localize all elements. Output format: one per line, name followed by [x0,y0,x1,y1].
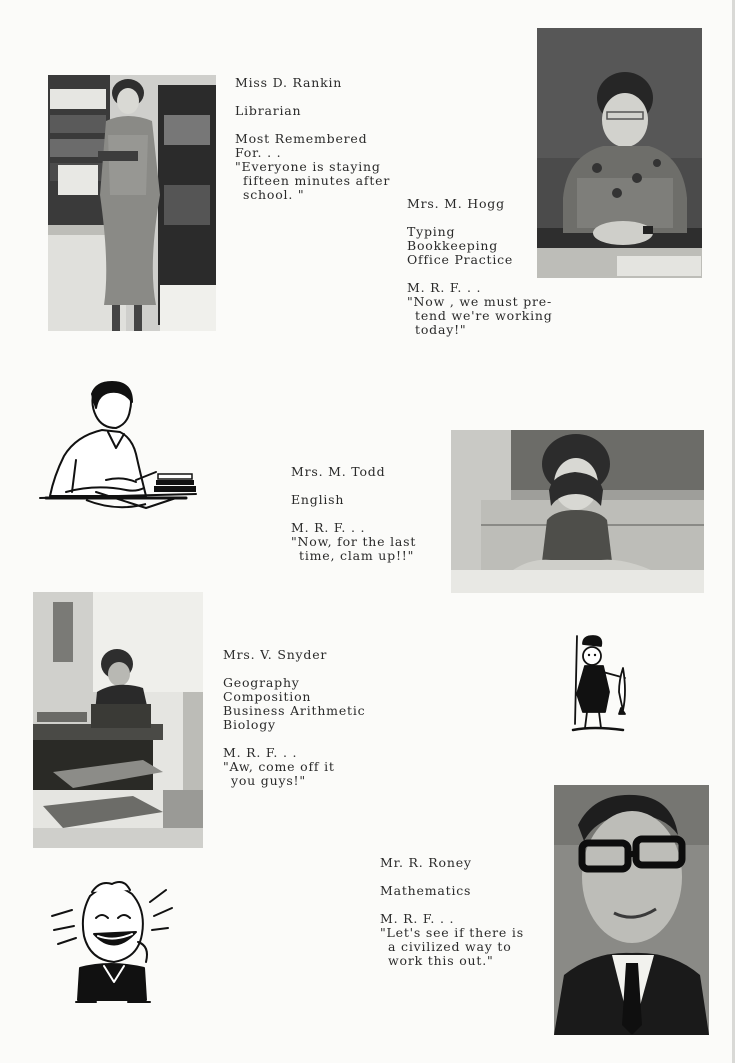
mrf-label: M. R. F. . . [407,280,482,295]
teacher-name: Mr. R. Roney [380,855,472,870]
mrf-label: M. R. F. . . [380,911,455,926]
teacher-subject: Office Practice [407,252,514,267]
snyder-text [223,648,365,788]
hogg-photo [537,28,702,278]
teacher-subject: Biology [223,717,276,732]
teacher-name: Mrs. V. Snyder [223,647,328,662]
quote-line: school. " [243,187,305,202]
quote-line: "Let's see if there is [380,925,524,940]
teacher-subject: Bookkeeping [407,238,499,253]
mrf-label: M. R. F. . . [291,520,366,535]
mrf-label: M. R. F. . . [223,745,298,760]
rankin-photo [48,75,216,331]
quote-line: work this out." [388,953,494,968]
teacher-name: Mrs. M. Hogg [407,196,505,211]
teacher-subject: English [291,492,345,507]
teacher-subject: Librarian [235,103,302,118]
teacher-subject: Composition [223,689,312,704]
todd-text [291,465,416,563]
hogg-text [407,197,553,337]
teacher-subject: Geography [223,675,300,690]
snyder-photo [33,592,203,848]
teacher-subject: Typing [407,224,456,239]
roney-photo [554,785,709,1035]
roney-text [380,856,524,968]
quote-line: "Now, for the last [291,534,417,549]
quote-line: a civilized way to [388,939,512,954]
quote-line: "Now , we must pre- [407,294,553,309]
rankin-text [235,76,390,202]
quote-line: fifteen minutes after [243,173,391,188]
quote-line: "Everyone is staying [235,159,381,174]
quote-line: time, clam up!!" [299,548,415,563]
teacher-subject: Mathematics [380,883,472,898]
teacher-name: Mrs. M. Todd [291,464,386,479]
teacher-subject: Business Arithmetic [223,703,366,718]
todd-photo [451,430,704,593]
laughing-man-clipart [50,876,174,1012]
quote-line: today!" [415,322,467,337]
teacher-name: Miss D. Rankin [235,75,343,90]
quote-line: "Aw, come off it [223,759,335,774]
quote-line: tend we're working [415,308,553,323]
woman-writing-clipart [36,380,200,514]
quote-line: you guys!" [231,773,306,788]
boy-fishing-clipart [563,632,639,736]
mrf-label: Most Remembered For. . . [235,131,368,160]
